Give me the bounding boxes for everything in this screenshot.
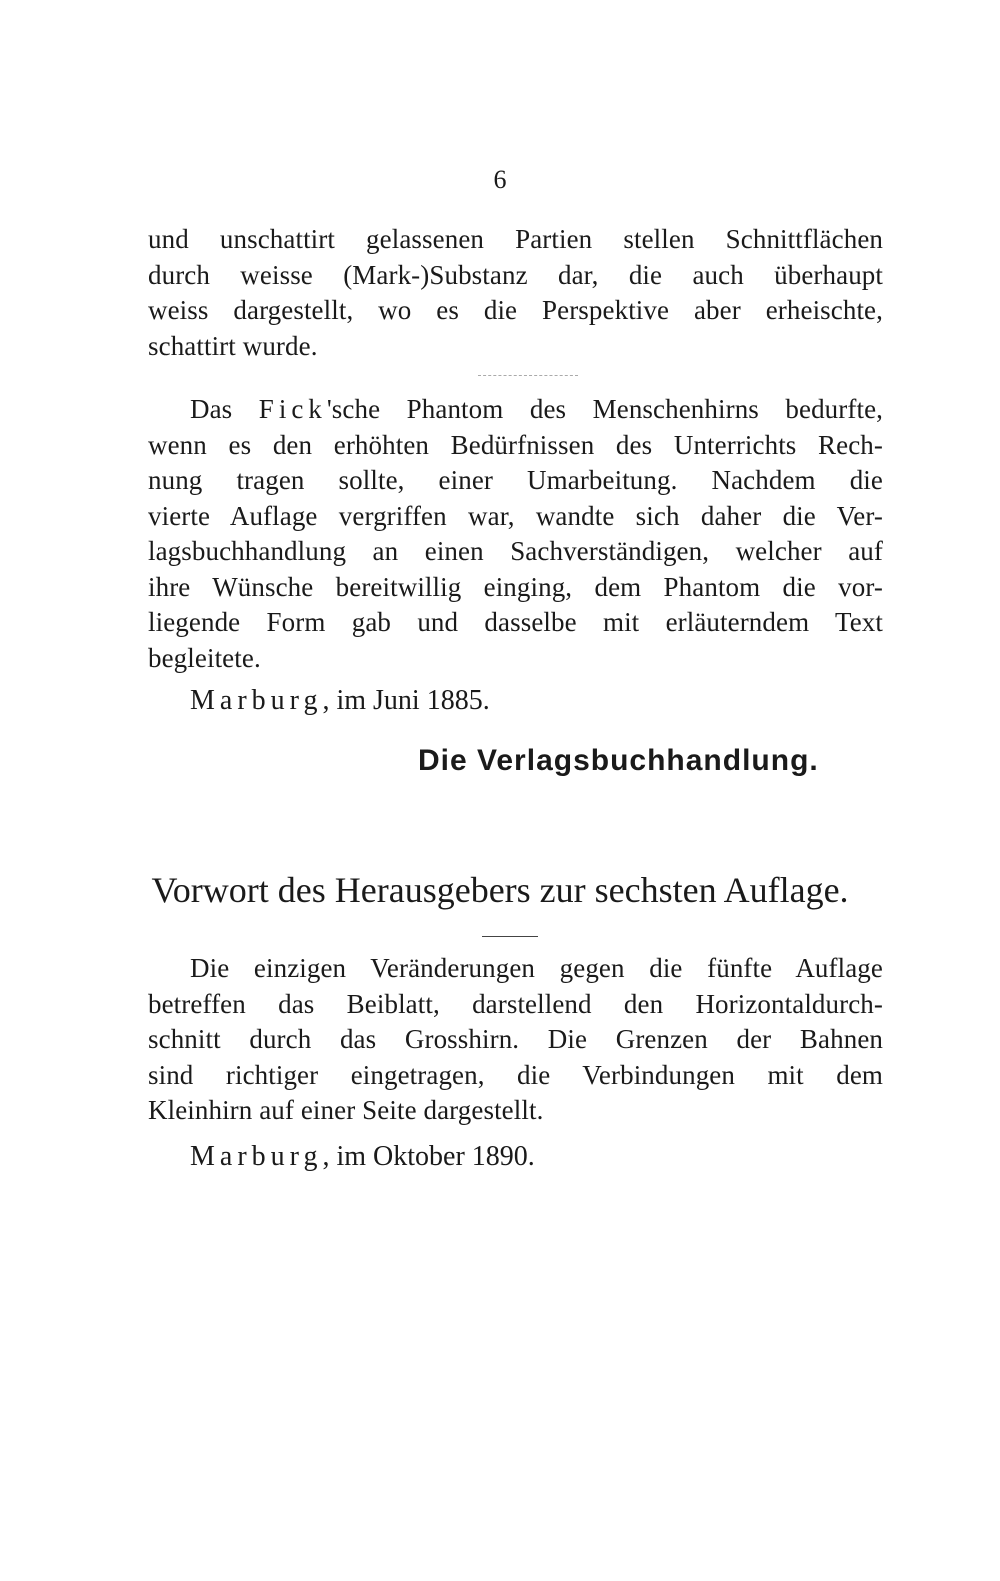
- text-line: sind richtiger eingetragen, die Verbindungen mit dem: [148, 1059, 883, 1090]
- text-line: begleitete.: [148, 642, 261, 673]
- paragraph-continuation: [148, 222, 883, 364]
- section-heading: Vorwort des Herausgebers zur sechsten Auflage.: [151, 870, 849, 910]
- text-line: wenn es den erhöhten Bedürfnissen des Unterrichts Rech-: [148, 429, 883, 460]
- faint-divider: [478, 375, 578, 376]
- text-line: schnitt durch das Grosshirn. Die Grenzen der Bahnen: [148, 1024, 883, 1054]
- text-line: und unschattirt gelassenen Partien stellen Schnittflächen: [148, 224, 883, 254]
- text-line: lagsbuchhandlung an einen Sachverständigen, welcher auf: [148, 536, 883, 566]
- text-line: betreffen das Beiblatt, darstellend den Horizontaldurch-: [148, 988, 883, 1019]
- text-line: vierte Auflage vergriffen war, wandte sich daher die Ver-: [148, 500, 883, 531]
- date-line: [190, 1140, 535, 1174]
- author-name: Fick: [258, 394, 327, 424]
- signature: Die Verlagsbuchhandlung.: [418, 744, 819, 777]
- paragraph-preface: [148, 392, 883, 676]
- text-fragment: Das: [190, 394, 259, 424]
- text-line: Die einzigen Veränderungen gegen die fünfte Auflage: [190, 953, 883, 983]
- date-text: , im Oktober 1890.: [322, 1141, 535, 1172]
- date-line: [190, 684, 490, 718]
- date-text: , im Juni 1885.: [322, 685, 490, 716]
- text-line: weiss dargestellt, wo es die Perspektive aber erheischte,: [148, 295, 883, 325]
- text-line: liegende Form gab und dasselbe mit erläuterndem Text: [148, 607, 883, 637]
- page-number: 6: [493, 165, 507, 194]
- text-line: schattirt wurde.: [148, 330, 318, 361]
- text-fragment: 'sche Phantom des Menschenhirns bedurfte,: [326, 394, 884, 424]
- text-line-first: [148, 392, 883, 428]
- text-line: ihre Wünsche bereitwillig einging, dem Phantom die vor-: [148, 571, 883, 602]
- text-line: durch weisse (Mark-)Substanz dar, die auch überhaupt: [148, 259, 883, 290]
- paragraph-foreword: [148, 951, 883, 1129]
- heading-rule: [482, 936, 538, 937]
- text-line: nung tragen sollte, einer Umarbeitung. Nachdem die: [148, 465, 883, 495]
- place-name: Marburg: [190, 685, 323, 716]
- place-name: Marburg: [190, 1141, 323, 1172]
- text-line: Kleinhirn auf einer Seite dargestellt.: [148, 1095, 544, 1125]
